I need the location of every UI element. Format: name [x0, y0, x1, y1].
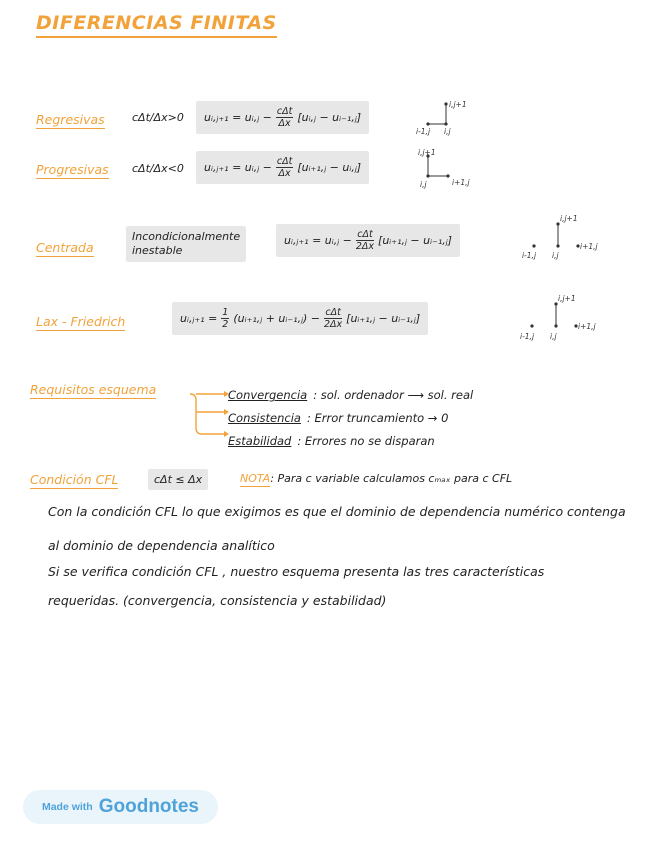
requisito-item	[228, 430, 473, 453]
requisitos-label: Requisitos esquema	[30, 382, 157, 397]
stencil-node-center: i,j	[552, 251, 559, 260]
stencil-node-top: i,j+1	[449, 100, 467, 109]
formula-lhs: uᵢ,ⱼ₊₁ = uᵢ,ⱼ −	[284, 234, 352, 247]
stencil-node-right: i+1,j	[580, 242, 598, 251]
scheme-condition-centrada: Incondicionalmente inestable	[126, 226, 246, 262]
goodnotes-logo: Goodnotes	[98, 796, 200, 817]
fraction-den: Δx	[278, 168, 291, 179]
fraction-num: 1	[222, 307, 229, 318]
scheme-formula-progresivas	[196, 151, 369, 184]
cfl-label: Condición CFL	[30, 472, 119, 487]
cfl-formula: cΔt ≤ Δx	[148, 469, 208, 490]
fraction-num: cΔt	[357, 229, 373, 240]
stencil-node-center: i,j	[420, 180, 427, 189]
stencil-node-right: i+1,j	[452, 178, 470, 187]
stencil-node-center: i,j	[444, 127, 451, 136]
stencil-node-left: i-1,j	[416, 127, 431, 136]
formula-fraction	[324, 307, 342, 330]
requisitos-list	[228, 384, 473, 453]
formula-lhs: uᵢ,ⱼ₊₁ = uᵢ,ⱼ −	[204, 161, 272, 174]
formula-lhs: uᵢ,ⱼ₊₁ =	[180, 312, 218, 325]
requisito-text: : sol. ordenador ⟶ sol. real	[313, 388, 474, 402]
stencil-node-top: i,j+1	[560, 214, 578, 223]
formula-bracket: [uᵢ₊₁,ⱼ − uᵢ₋₁,ⱼ]	[346, 312, 421, 325]
formula-paren: (uᵢ₊₁,ⱼ + uᵢ₋₁,ⱼ) −	[233, 312, 320, 325]
fraction-num: cΔt	[325, 307, 341, 318]
scheme-label-regresivas: Regresivas	[36, 112, 105, 127]
formula-fraction	[276, 156, 293, 179]
requisito-item	[228, 384, 473, 407]
stencil-centrada	[522, 212, 606, 264]
cfl-explanation-line: Con la condición CFL lo que exigimos es que el dominio de dependencia numérico contenga	[48, 504, 626, 519]
formula-bracket: [uᵢ,ⱼ − uᵢ₋₁,ⱼ]	[297, 111, 362, 124]
stencil-lax-friedrich	[520, 292, 606, 346]
formula-bracket: [uᵢ₊₁,ⱼ − uᵢ₋₁,ⱼ]	[378, 234, 452, 247]
cfl-note	[240, 472, 512, 485]
scheme-formula-regresivas	[196, 101, 369, 134]
scheme-label-lax-friedrich: Lax - Friedrich	[36, 314, 126, 329]
made-with-goodnotes-badge[interactable]	[23, 790, 218, 824]
fraction-den: 2Δx	[324, 319, 343, 330]
requisito-text: : Errores no se disparan	[297, 434, 435, 448]
stencil-node-left: i-1,j	[522, 251, 537, 260]
formula-lhs: uᵢ,ⱼ₊₁ = uᵢ,ⱼ −	[204, 111, 272, 124]
fraction-num: cΔt	[276, 156, 293, 167]
badge-prefix: Made with	[41, 801, 93, 813]
cfl-explanation-line: Si se verifica condición CFL , nuestro esquema presenta las tres características	[48, 564, 545, 579]
fraction-den: 2	[222, 319, 229, 330]
fraction-den: Δx	[278, 118, 291, 129]
requisito-item	[228, 407, 473, 430]
stencil-node-right: i+1,j	[578, 322, 596, 331]
formula-bracket: [uᵢ₊₁,ⱼ − uᵢ,ⱼ]	[297, 161, 362, 174]
formula-fraction	[276, 106, 293, 129]
requisito-key: Convergencia	[228, 388, 308, 402]
requisito-key: Estabilidad	[228, 434, 292, 448]
formula-half	[221, 307, 229, 330]
scheme-condition-progresivas: cΔt/Δx<0	[132, 162, 184, 175]
scheme-condition-regresivas: cΔt/Δx>0	[132, 111, 184, 124]
stencil-node-center: i,j	[550, 332, 557, 341]
stencil-node-top: i,j+1	[418, 148, 436, 157]
scheme-formula-lax-friedrich	[172, 302, 428, 335]
requisito-text: : Error truncamiento → 0	[306, 411, 449, 425]
stencil-node-left: i-1,j	[520, 332, 535, 341]
fraction-den: 2Δx	[355, 241, 375, 252]
page-title: DIFERENCIAS FINITAS	[36, 12, 277, 38]
cfl-explanation-line: al dominio de dependencia analítico	[48, 538, 275, 553]
scheme-label-centrada: Centrada	[36, 240, 94, 255]
scheme-formula-centrada	[276, 224, 460, 257]
cfl-explanation-line: requeridas. (convergencia, consistencia y estabilidad)	[48, 593, 387, 608]
cfl-note-label: NOTA	[240, 472, 271, 485]
stencil-progresivas	[414, 148, 480, 190]
requisito-key: Consistencia	[228, 411, 301, 425]
requisitos-bracket-arrows	[186, 388, 230, 440]
cfl-note-text: : Para c variable calculamos cₘₐₓ para c CFL	[270, 472, 513, 485]
scheme-label-progresivas: Progresivas	[36, 162, 109, 177]
stencil-regresivas	[414, 98, 480, 138]
formula-fraction	[356, 229, 374, 252]
fraction-num: cΔt	[276, 106, 293, 117]
stencil-node-top: i,j+1	[558, 294, 576, 303]
